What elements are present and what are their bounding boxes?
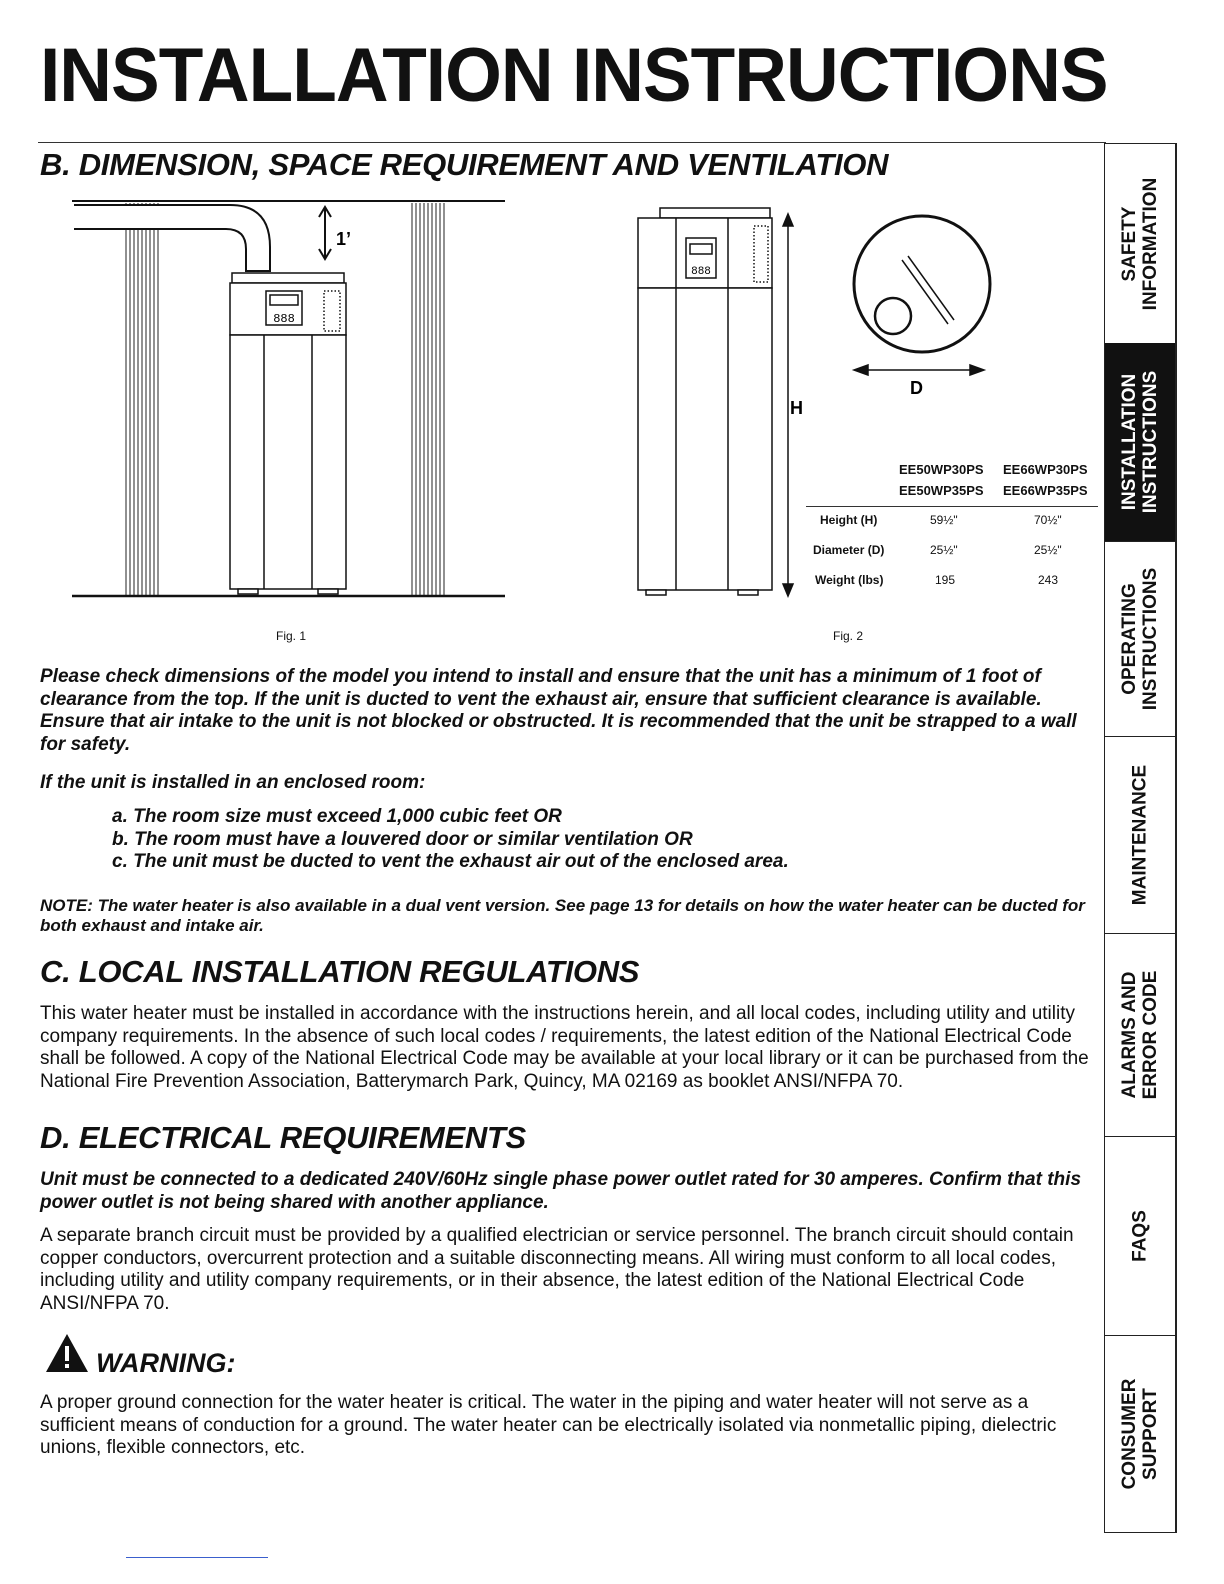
tab-label: CONSUMER SUPPORT bbox=[1119, 1378, 1161, 1489]
clearance-arrow bbox=[319, 207, 331, 259]
fig1-installation-diagram bbox=[70, 195, 510, 605]
spec-row-value: 243 bbox=[1038, 573, 1059, 587]
fig1-caption: Fig. 1 bbox=[276, 629, 307, 643]
fig1-display-digits: 888 bbox=[273, 312, 295, 326]
warning-label: WARNING: bbox=[96, 1348, 236, 1378]
tab-label: ALARMS AND ERROR CODE bbox=[1119, 970, 1161, 1099]
height-label: H bbox=[790, 398, 803, 418]
tab-alarms-and-error-code[interactable] bbox=[1105, 933, 1175, 1137]
title-divider bbox=[38, 142, 1106, 143]
warning-body: A proper ground connection for the water heater is critical. The water in the piping and water heater will not serve as a sufficient means of conduction for a ground. The water heater can be electrically isolated via nonmetallic piping, dielectric unions, flexible connectors, etc. bbox=[40, 1392, 1057, 1458]
section-b-heading: B. DIMENSION, SPACE REQUIREMENT AND VENTILATION bbox=[40, 147, 889, 182]
tab-faqs[interactable] bbox=[1105, 1136, 1175, 1336]
tab-operating-instructions[interactable] bbox=[1105, 541, 1175, 737]
spec-row-label: Weight (lbs) bbox=[815, 573, 884, 587]
dual-vent-note: NOTE: The water heater is also available in a dual vent version. See page 13 for details on how the water heater can be ducted for both exhaust and intake air. bbox=[40, 896, 1085, 935]
spec-row-value: 25½" bbox=[1034, 543, 1062, 557]
section-c-body: This water heater must be installed in accordance with the instructions herein, and all local codes, including utility and utility company requirements. In the absence of such local codes / requirements, the latest edition of the National Electrical Code shall be followed. A copy of the National Electrical Code may be available at your local library or it can be purchased from the National Fire Prevention Association, Batterymarch Park, Quincy, MA 02169 as booklet ANSI/NFPA 70. bbox=[40, 1003, 1089, 1092]
list-item: b. The room must have a louvered door or similar ventilation OR bbox=[112, 828, 693, 850]
top-view-circle bbox=[854, 216, 990, 352]
left-wall-pillar bbox=[126, 203, 158, 595]
page-title: INSTALLATION INSTRUCTIONS bbox=[40, 33, 1108, 118]
tab-label: OPERATING INSTRUCTIONS bbox=[1119, 567, 1161, 710]
spec-col2-line1: EE66WP30PS bbox=[1003, 462, 1088, 477]
spec-row-value: 25½" bbox=[930, 543, 958, 557]
tab-label: MAINTENANCE bbox=[1129, 764, 1151, 905]
clearance-label: 1’ bbox=[336, 229, 352, 249]
section-d-body: A separate branch circuit must be provided by a qualified electrician or service personnel. The branch circuit should contain copper conductors, overcurrent protection and a suitable disconnecting means. All wiring must conform to all local codes, including utility and utility company requirements, or in their absence, the latest edition of the National Electrical Code ANSI/NFPA 70. bbox=[40, 1225, 1074, 1314]
tab-installation-instructions[interactable] bbox=[1105, 343, 1175, 542]
tab-label: FAQS bbox=[1129, 1209, 1151, 1262]
section-c-heading: C. LOCAL INSTALLATION REGULATIONS bbox=[40, 954, 640, 989]
section-d-heading: D. ELECTRICAL REQUIREMENTS bbox=[40, 1120, 526, 1155]
section-d-bold-paragraph: Unit must be connected to a dedicated 240V/60Hz single phase power outlet rated for 30 amperes. Confirm that this power outlet is not being shared with another appliance. bbox=[40, 1169, 1082, 1213]
tab-consumer-support[interactable] bbox=[1105, 1335, 1175, 1532]
spec-row-value: 195 bbox=[935, 573, 956, 587]
tab-label: INSTALLATION INSTRUCTIONS bbox=[1119, 370, 1161, 514]
spec-row-value: 59½" bbox=[930, 513, 958, 527]
list-item: c. The unit must be ducted to vent the exhaust air out of the enclosed area. bbox=[112, 851, 789, 872]
section-b-paragraph: Please check dimensions of the model you intend to install and ensure that the unit has a minimum of 1 foot of clearance from the top. If the unit is ducted to vent the exhaust air, ensure that sufficient clearance is available. Ensure that air intake to the unit is not blocked or obstructed. It is recommended that the unit be strapped to a wall for safety. bbox=[40, 666, 1077, 755]
fig2-caption: Fig. 2 bbox=[833, 629, 864, 643]
enclosed-room-list bbox=[112, 806, 789, 874]
enclosed-room-intro: If the unit is installed in an enclosed room: bbox=[40, 772, 426, 793]
tab-safety-information[interactable] bbox=[1105, 144, 1175, 344]
side-tab-navigation bbox=[1104, 143, 1177, 1533]
diameter-arrow bbox=[854, 365, 984, 375]
footer-line bbox=[126, 1557, 268, 1558]
spec-table-divider bbox=[806, 506, 1098, 507]
list-item: a. The room size must exceed 1,000 cubic feet OR bbox=[112, 806, 562, 827]
spec-col2-line2: EE66WP35PS bbox=[1003, 483, 1088, 498]
exhaust-duct bbox=[74, 205, 270, 271]
right-wall-pillar bbox=[412, 203, 444, 595]
tab-label: SAFETY INFORMATION bbox=[1119, 177, 1161, 310]
tab-maintenance[interactable] bbox=[1105, 736, 1175, 934]
spec-row-value: 70½" bbox=[1034, 513, 1062, 527]
warning-icon bbox=[44, 1332, 90, 1374]
fig2-display-digits: 888 bbox=[691, 266, 711, 278]
diameter-label: D bbox=[910, 378, 923, 398]
spec-row-label: Height (H) bbox=[820, 513, 878, 527]
spec-col1-line1: EE50WP30PS bbox=[899, 462, 984, 477]
spec-row-label: Diameter (D) bbox=[813, 543, 885, 557]
spec-col1-line2: EE50WP35PS bbox=[899, 483, 984, 498]
